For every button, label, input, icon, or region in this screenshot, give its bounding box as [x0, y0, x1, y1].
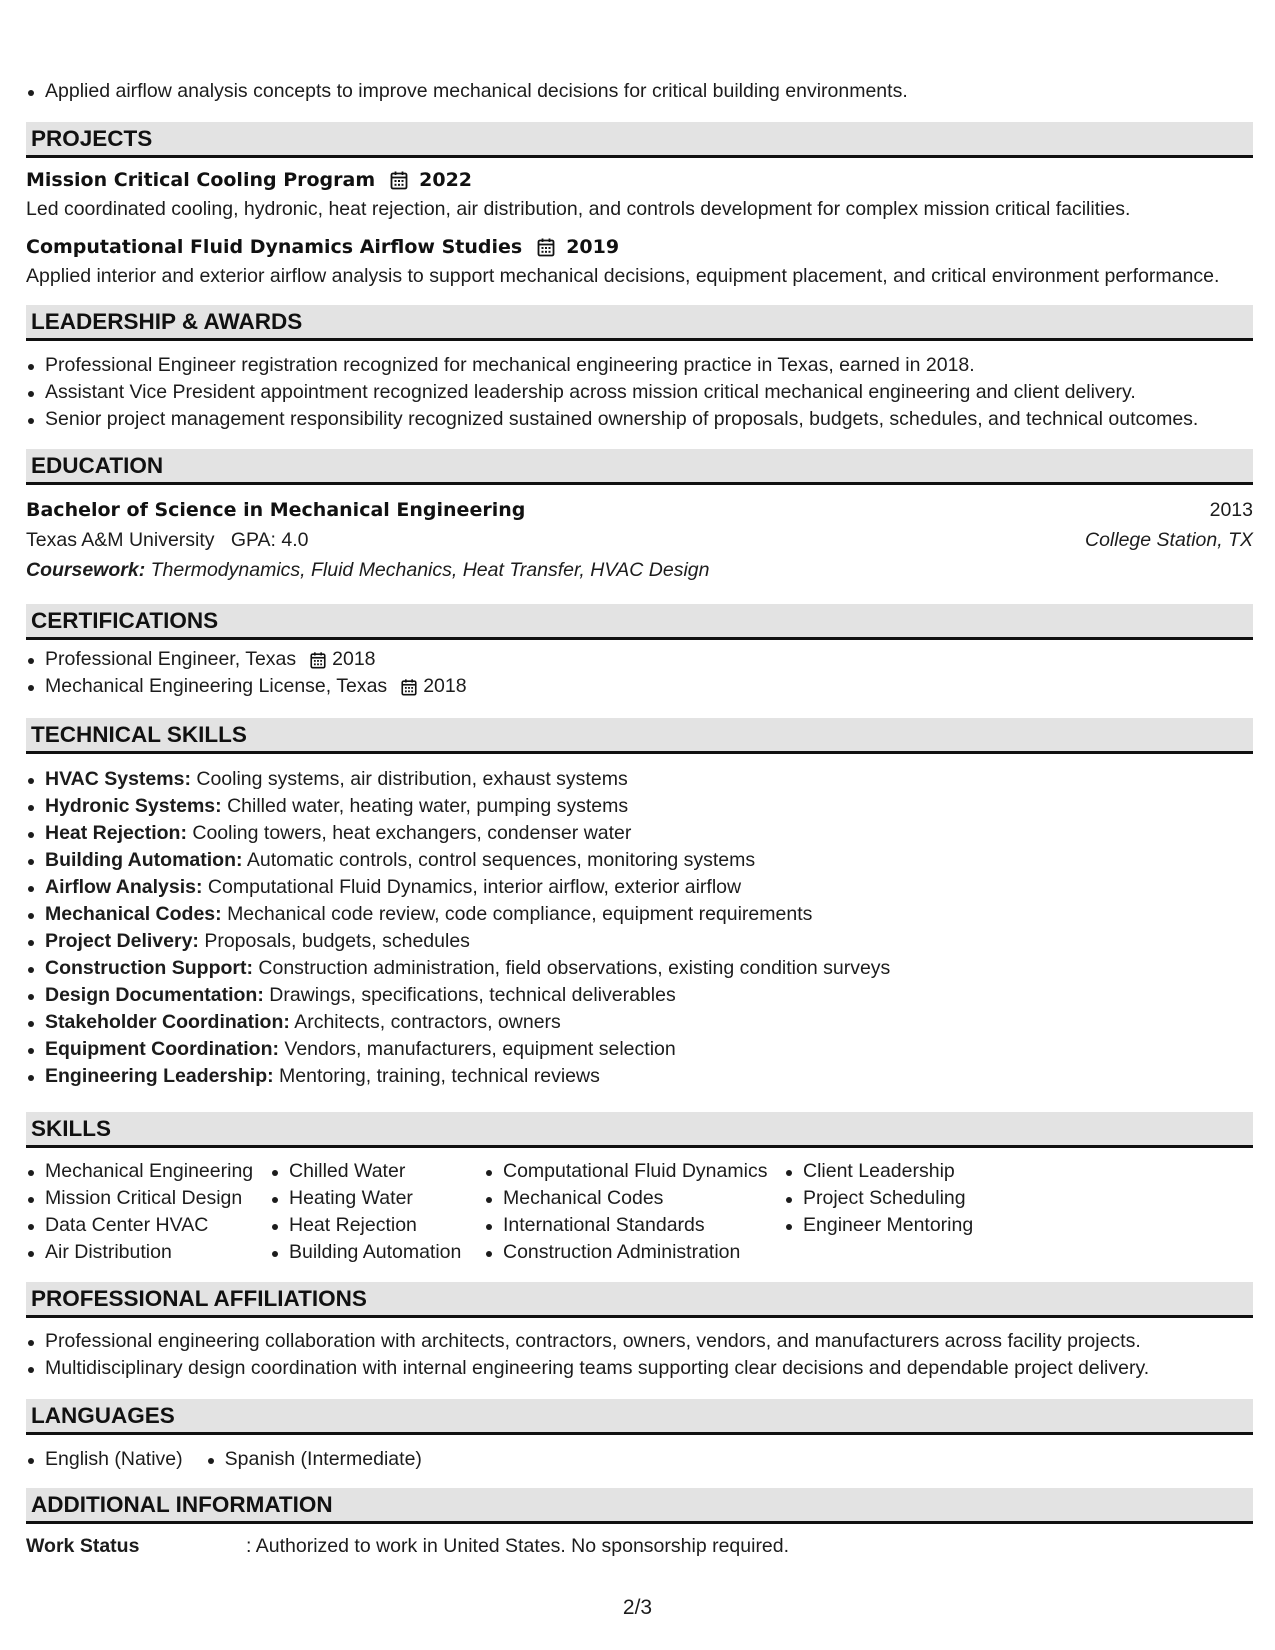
skills-column — [26, 1158, 270, 1266]
tech-skill-value: Construction administration, field observations, existing condition surveys — [258, 957, 891, 979]
tech-skill-label: Stakeholder Coordination: — [45, 1011, 290, 1033]
project-description: Applied interior and exterior airflow analysis to support mechanical decisions, equipment placement, and critical environment performance. — [26, 265, 1220, 287]
project-item — [26, 165, 1253, 223]
skills-grid — [26, 1158, 1253, 1266]
list-item: Professional engineering collaboration with architects, contractors, owners, vendors, and manufacturers across facility projects. — [26, 1328, 1149, 1355]
certification-year: 2018 — [332, 648, 376, 670]
tech-skill-item — [26, 982, 890, 1009]
tech-skill-item — [26, 847, 890, 874]
skill-item: Heating Water — [270, 1185, 484, 1212]
work-status-row — [26, 1533, 1253, 1560]
calendar-icon — [400, 678, 418, 696]
list-item: Senior project management responsibility recognized sustained ownership of proposals, budgets, schedules, and technical outcomes. — [26, 406, 1198, 433]
tech-skill-value: Cooling systems, air distribution, exhaust systems — [196, 768, 628, 790]
tech-skill-item — [26, 874, 890, 901]
tech-skill-item — [26, 928, 890, 955]
calendar-icon — [536, 237, 556, 257]
coursework-row — [26, 555, 1253, 585]
certification-name: Mechanical Engineering License, Texas — [45, 675, 388, 697]
section-heading-certifications: CERTIFICATIONS — [26, 604, 1253, 640]
project-description: Led coordinated cooling, hydronic, heat rejection, air distribution, and controls development for complex mission critical facilities. — [26, 198, 1131, 220]
experience-continued-list — [26, 78, 908, 105]
tech-skill-value: Mentoring, training, technical reviews — [279, 1065, 600, 1087]
section-heading-education: EDUCATION — [26, 449, 1253, 485]
certification-item — [26, 673, 467, 700]
school-name: Texas A&M University — [26, 528, 215, 551]
skills-column — [784, 1158, 1044, 1239]
tech-skill-value: Mechanical code review, code compliance, equipment requirements — [227, 903, 813, 925]
tech-skill-item — [26, 1036, 890, 1063]
school-location: College Station, TX — [1084, 528, 1253, 551]
tech-skill-item — [26, 1063, 890, 1090]
certification-item — [26, 646, 467, 673]
tech-skill-item — [26, 820, 890, 847]
skill-item: Chilled Water — [270, 1158, 484, 1185]
tech-skill-label: Design Documentation: — [45, 984, 264, 1006]
project-year: 2022 — [419, 169, 473, 191]
graduation-year: 2013 — [1209, 498, 1253, 521]
education-degree-row — [26, 495, 1253, 525]
work-status-label: Work Status — [26, 1535, 140, 1557]
tech-skill-value: Chilled water, heating water, pumping systems — [227, 795, 629, 817]
tech-skill-label: Hydronic Systems: — [45, 795, 222, 817]
work-status-value: : Authorized to work in United States. No sponsorship required. — [246, 1535, 790, 1557]
skill-item: Heat Rejection — [270, 1212, 484, 1239]
tech-skill-value: Vendors, manufacturers, equipment selection — [284, 1038, 676, 1060]
skill-item: Engineer Mentoring — [784, 1212, 1044, 1239]
tech-skill-value: Automatic controls, control sequences, monitoring systems — [246, 849, 756, 871]
skill-item: Project Scheduling — [784, 1185, 1044, 1212]
tech-skill-label: Engineering Leadership: — [45, 1065, 274, 1087]
tech-skill-label: Heat Rejection: — [45, 822, 187, 844]
language-item: Spanish (Intermediate) — [206, 1446, 422, 1473]
page-number: 2/3 — [622, 1596, 653, 1619]
tech-skill-item — [26, 793, 890, 820]
project-title: Mission Critical Cooling Program — [26, 169, 376, 191]
technical-skills-list — [26, 766, 890, 1090]
project-item — [26, 232, 1253, 290]
calendar-icon — [389, 170, 409, 190]
tech-skill-value: Drawings, specifications, technical deliverables — [269, 984, 676, 1006]
tech-skill-label: Building Automation: — [45, 849, 243, 871]
tech-skill-value: Architects, contractors, owners — [294, 1011, 561, 1033]
degree-title: Bachelor of Science in Mechanical Engineering — [26, 499, 526, 521]
section-heading-languages: LANGUAGES — [26, 1399, 1253, 1435]
tech-skill-label: Equipment Coordination: — [45, 1038, 279, 1060]
tech-skill-label: Project Delivery: — [45, 930, 199, 952]
project-title-line — [26, 232, 1253, 262]
coursework-list: Thermodynamics, Fluid Mechanics, Heat Transfer, HVAC Design — [150, 559, 710, 581]
skill-item: Computational Fluid Dynamics — [484, 1158, 784, 1185]
certifications-list — [26, 646, 467, 700]
section-heading-technical-skills: TECHNICAL SKILLS — [26, 718, 1253, 754]
section-heading-additional-info: ADDITIONAL INFORMATION — [26, 1488, 1253, 1524]
list-item: Applied airflow analysis concepts to improve mechanical decisions for critical building environments. — [26, 78, 908, 105]
skill-item: Construction Administration — [484, 1239, 784, 1266]
list-item: Multidisciplinary design coordination with internal engineering teams supporting clear decisions and dependable project delivery. — [26, 1355, 1149, 1382]
skill-item: Mechanical Engineering — [26, 1158, 270, 1185]
tech-skill-item — [26, 1009, 890, 1036]
skills-column — [484, 1158, 784, 1266]
project-year: 2019 — [566, 236, 620, 258]
section-heading-leadership: LEADERSHIP & AWARDS — [26, 305, 1253, 341]
skill-item: Building Automation — [270, 1239, 484, 1266]
tech-skill-value: Proposals, budgets, schedules — [204, 930, 470, 952]
tech-skill-label: Construction Support: — [45, 957, 253, 979]
leadership-list — [26, 352, 1198, 433]
section-heading-projects: PROJECTS — [26, 122, 1253, 158]
tech-skill-value: Computational Fluid Dynamics, interior airflow, exterior airflow — [207, 876, 742, 898]
project-title: Computational Fluid Dynamics Airflow Studies — [26, 236, 523, 258]
tech-skill-item — [26, 901, 890, 928]
section-heading-skills: SKILLS — [26, 1112, 1253, 1148]
skill-item: International Standards — [484, 1212, 784, 1239]
list-item: Professional Engineer registration recognized for mechanical engineering practice in Texas, earned in 2018. — [26, 352, 1198, 379]
coursework-label: Coursework: — [26, 559, 146, 581]
tech-skill-value: Cooling towers, heat exchangers, condenser water — [192, 822, 632, 844]
tech-skill-item — [26, 766, 890, 793]
skill-item: Mission Critical Design — [26, 1185, 270, 1212]
affiliations-list — [26, 1328, 1149, 1382]
education-entry — [26, 495, 1253, 585]
calendar-icon — [309, 651, 327, 669]
certification-year: 2018 — [423, 675, 467, 697]
skill-item: Data Center HVAC — [26, 1212, 270, 1239]
certification-name: Professional Engineer, Texas — [45, 648, 297, 670]
section-heading-affiliations: PROFESSIONAL AFFILIATIONS — [26, 1282, 1253, 1318]
project-title-line — [26, 165, 1253, 195]
tech-skill-item — [26, 955, 890, 982]
skills-column — [270, 1158, 484, 1266]
list-item: Assistant Vice President appointment recognized leadership across mission critical mechanical engineering and client delivery. — [26, 379, 1198, 406]
tech-skill-label: Airflow Analysis: — [45, 876, 203, 898]
skill-item: Air Distribution — [26, 1239, 270, 1266]
skill-item: Client Leadership — [784, 1158, 1044, 1185]
education-school-row — [26, 525, 1253, 555]
school-info — [26, 529, 309, 552]
language-item: English (Native) — [26, 1446, 183, 1473]
languages-list — [26, 1446, 422, 1473]
gpa: GPA: 4.0 — [230, 528, 309, 551]
tech-skill-label: HVAC Systems: — [45, 768, 191, 790]
tech-skill-label: Mechanical Codes: — [45, 903, 222, 925]
skill-item: Mechanical Codes — [484, 1185, 784, 1212]
